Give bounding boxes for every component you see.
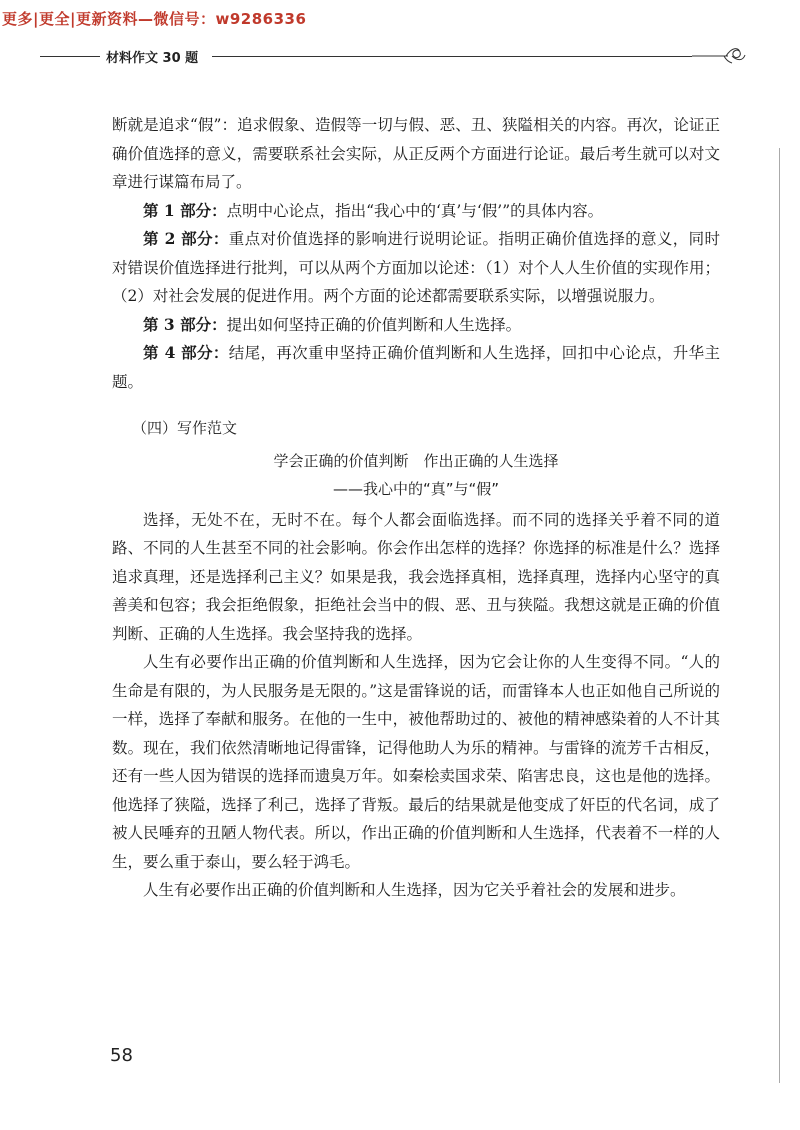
intro-paragraph: 断就是追求“假”：追求假象、造假等一切与假、恶、丑、狭隘相关的内容。再次，论证正确价值选择的意义，需要联系社会实际，从正反两个方面进行论证。最后考生就可以对文章进行谋篇布局了。	[112, 116, 720, 191]
section-heading: （四）写作范文	[132, 419, 238, 437]
page-number: 58	[110, 1045, 133, 1066]
essay-paragraph: 人生有必要作出正确的价值判断和人生选择，因为它会让你的人生变得不同。“人的生命是有限的，为人民服务是无限的。”这是雷锋说的话，而雷锋本人也正如他自己所说的一样，选择了奉献和服务。在他的一生中，被他帮助过的、被他的精神感染着的人不计其数。现在，我们依然清晰地记得雷锋，记得他助人为乐的精神。与雷锋的流芳千古相反，还有一些人因为错误的选择而遗臭万年。如秦桧卖国求荣、陷害忠良，这也是他的选择。他选择了狭隘，选择了利己，选择了背叛。最后的结果就是他变成了奸臣的代名词，成了被人民唾弃的丑陋人物代表。所以，作出正确的价值判断和人生选择，代表着不一样的人生，要么重于泰山，要么轻于鸿毛。	[112, 653, 720, 871]
essay-paragraph: 人生有必要作出正确的价值判断和人生选择，因为它关乎着社会的发展和进步。	[143, 881, 686, 899]
essay-title: 学会正确的价值判断 作出正确的人生选择	[273, 451, 559, 470]
flourish-icon	[688, 39, 748, 65]
watermark-text: 更多|更全|更新资料—微信号：w9286336	[2, 10, 307, 28]
header-rule-left	[40, 56, 100, 57]
part-text: 结尾，再次重申坚持正确价值判断和人生选择，回扣中心论点，升华主题。	[112, 344, 720, 391]
essay-paragraph: 选择，无处不在，无时不在。每个人都会面临选择。而不同的选择关乎着不同的道路、不同的人生甚至不同的社会影响。你会作出怎样的选择？你选择的标准是什么？选择追求真理，还是选择利己主义？如果是我，我会选择真相，选择真理，选择内心坚守的真善美和包容；我会拒绝假象，拒绝社会当中的假、恶、丑与狭隘。我想这就是正确的价值判断、正确的人生选择。我会坚持我的选择。	[112, 510, 720, 643]
part-label: 第 4 部分：	[143, 343, 229, 362]
book-title: 材料作文 30 题	[106, 51, 199, 66]
part-label: 第 2 部分：	[143, 229, 229, 248]
part-text: 点明中心论点，指出“我心中的‘真’与‘假’”的具体内容。	[226, 201, 604, 220]
essay-subtitle: ——我心中的“真”与“假”	[332, 480, 500, 498]
outline-part-4	[112, 339, 720, 396]
outline-part-1	[112, 197, 720, 226]
running-header	[40, 47, 710, 67]
header-rule-right	[212, 56, 692, 57]
part-text: 重点对价值选择的影响进行说明论证。指明正确价值选择的意义，同时对错误价值选择进行批判，可以从两个方面加以论述：（1）对个人人生价值的实现作用；（2）对社会发展的促进作用。两个方面的论述都需要联系实际，以增强说服力。	[112, 230, 720, 305]
outline-part-3	[112, 311, 720, 340]
part-text: 提出如何坚持正确的价值判断和人生选择。	[226, 315, 522, 334]
part-label: 第 1 部分：	[143, 200, 227, 220]
outline-part-2	[112, 225, 720, 311]
part-label: 第 3 部分：	[143, 314, 227, 334]
page-body	[112, 111, 720, 905]
margin-rule	[779, 148, 780, 1083]
